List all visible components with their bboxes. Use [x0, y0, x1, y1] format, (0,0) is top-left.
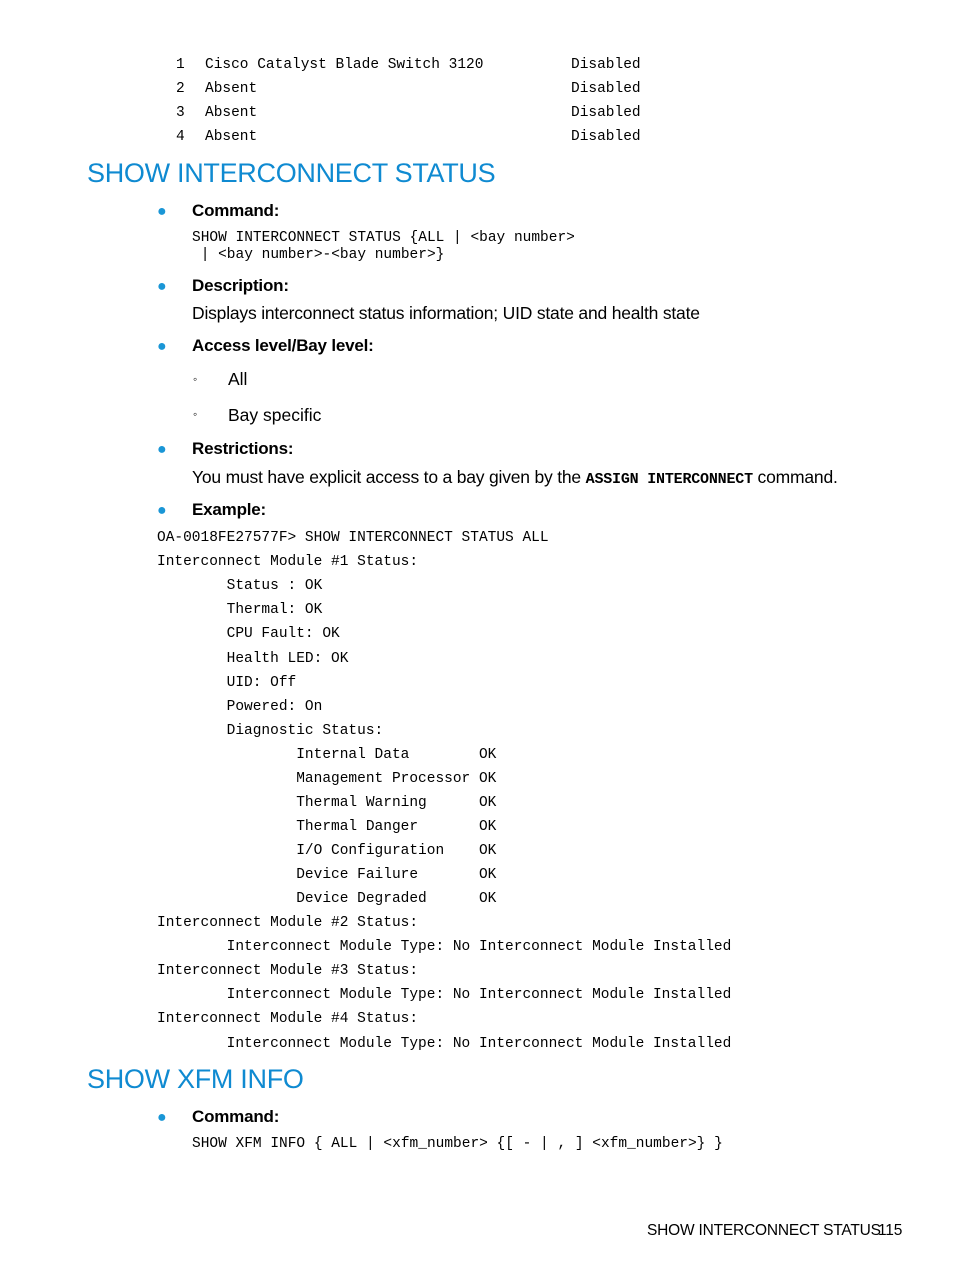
table-row [571, 81, 641, 97]
bay-number: 1 [176, 57, 185, 73]
bay-name: Cisco Catalyst Blade Switch 3120 [205, 57, 484, 73]
example-line: Interconnect Module Type: No Interconnect Module Installed [157, 939, 732, 955]
page-number: 115 [878, 1222, 903, 1239]
sub-bullet-icon: ◦ [193, 372, 198, 386]
table-row [176, 105, 185, 121]
bay-status: Disabled [571, 81, 641, 97]
restrictions-text [192, 467, 838, 488]
bay-status: Disabled [571, 129, 641, 145]
example-line: Powered: On [157, 699, 323, 715]
section-heading-interconnect-status: SHOW INTERCONNECT STATUS [87, 158, 496, 188]
example-line: Diagnostic Status: [157, 723, 384, 739]
table-row [176, 81, 185, 97]
access-level-label: Access level/Bay level: [192, 336, 374, 355]
restrictions-inline-code: ASSIGN INTERCONNECT [585, 471, 753, 488]
access-item: All [228, 369, 248, 389]
example-line: CPU Fault: OK [157, 626, 340, 642]
example-line: Internal Data OK [157, 747, 497, 763]
example-line: Thermal: OK [157, 602, 323, 618]
example-line: Thermal Danger OK [157, 819, 497, 835]
bullet-icon: ● [157, 502, 167, 519]
description-label: Description: [192, 276, 289, 295]
bay-number: 2 [176, 81, 185, 97]
table-row [205, 81, 257, 97]
command-label: Command: [192, 201, 280, 220]
bay-number: 4 [176, 129, 185, 145]
table-row [205, 57, 483, 73]
description-text: Displays interconnect status information; UID state and health state [192, 303, 700, 323]
example-line: Device Degraded OK [157, 891, 497, 907]
example-line: OA-0018FE27577F> SHOW INTERCONNECT STATUS ALL [157, 530, 549, 546]
example-line: Interconnect Module Type: No Interconnect Module Installed [157, 1036, 732, 1052]
example-line: Interconnect Module #4 Status: [157, 1011, 419, 1027]
table-row [176, 57, 185, 73]
table-row [205, 129, 257, 145]
restrictions-text-pre: You must have explicit access to a bay given by the [192, 467, 586, 487]
bullet-icon: ● [157, 203, 167, 220]
table-row [205, 105, 257, 121]
command-syntax-line2: | <bay number>-<bay number>} [192, 247, 445, 263]
example-line: Thermal Warning OK [157, 795, 497, 811]
bay-name: Absent [205, 81, 258, 97]
bullet-icon: ● [157, 441, 167, 458]
sub-bullet-icon: ◦ [193, 407, 198, 421]
example-label: Example: [192, 500, 266, 519]
xfm-command-label: Command: [192, 1107, 280, 1126]
bullet-icon: ● [157, 338, 167, 355]
bay-name: Absent [205, 105, 258, 121]
bullet-icon: ● [157, 1109, 167, 1126]
example-line: Management Processor OK [157, 771, 497, 787]
example-line: UID: Off [157, 675, 297, 691]
access-item: Bay specific [228, 405, 322, 425]
bay-number: 3 [176, 105, 185, 121]
restrictions-label: Restrictions: [192, 439, 294, 458]
restrictions-text-post: command. [752, 467, 838, 487]
example-line: Interconnect Module #1 Status: [157, 554, 419, 570]
footer-section-title: SHOW INTERCONNECT STATUS [647, 1222, 881, 1239]
example-line: Status : OK [157, 578, 323, 594]
example-line: Health LED: OK [157, 651, 349, 667]
table-row [571, 57, 641, 73]
example-line: I/O Configuration OK [157, 843, 497, 859]
table-row [176, 129, 185, 145]
bay-status: Disabled [571, 57, 641, 73]
bay-name: Absent [205, 129, 258, 145]
xfm-command-syntax: SHOW XFM INFO { ALL | <xfm_number> {[ - | , ] <xfm_number>} } [192, 1136, 723, 1152]
section-heading-xfm-info: SHOW XFM INFO [87, 1064, 304, 1094]
table-row [571, 129, 641, 145]
table-row [571, 105, 641, 121]
example-line: Interconnect Module Type: No Interconnect Module Installed [157, 987, 732, 1003]
bay-status: Disabled [571, 105, 641, 121]
example-line: Interconnect Module #2 Status: [157, 915, 419, 931]
example-line: Device Failure OK [157, 867, 497, 883]
example-line: Interconnect Module #3 Status: [157, 963, 419, 979]
command-syntax-line1: SHOW INTERCONNECT STATUS {ALL | <bay number> [192, 230, 575, 246]
bullet-icon: ● [157, 278, 167, 295]
